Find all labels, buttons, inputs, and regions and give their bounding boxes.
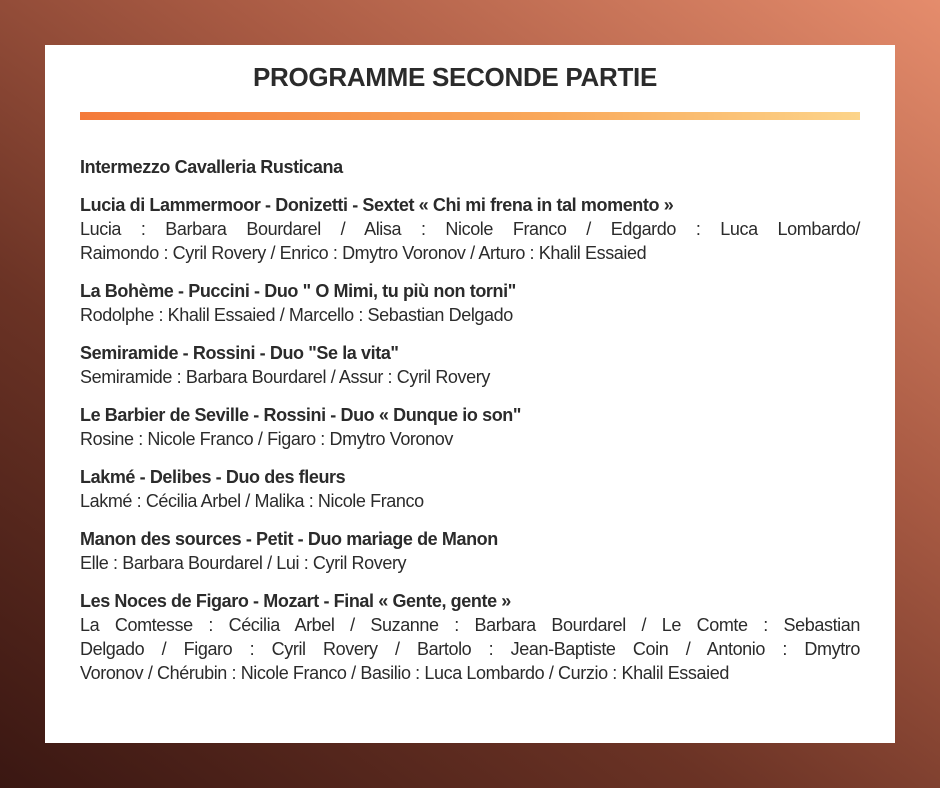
program-item xyxy=(80,589,860,685)
program-item-cast: Semiramide : Barbara Bourdarel / Assur : Cyril Rovery xyxy=(80,367,490,387)
program-item-cast: Rodolphe : Khalil Essaied / Marcello : Sebastian Delgado xyxy=(80,305,513,325)
program-item-heading: Manon des sources - Petit - Duo mariage de Manon xyxy=(80,529,498,549)
program-item-cast: Delgado / Figaro : Cyril Rovery / Bartolo : Jean-Baptiste Coin / Antonio : Dmytro xyxy=(80,639,860,659)
program-item-cast: Voronov / Chérubin : Nicole Franco / Basilio : Luca Lombardo / Curzio : Khalil Essaied xyxy=(80,663,729,683)
program-item xyxy=(80,155,860,179)
program-item xyxy=(80,527,860,575)
program-item xyxy=(80,465,860,513)
program-item-heading: Intermezzo Cavalleria Rusticana xyxy=(80,157,343,177)
program-item-cast: Lucia : Barbara Bourdarel / Alisa : Nicole Franco / Edgardo : Luca Lombardo/ xyxy=(80,219,860,239)
program-item xyxy=(80,279,860,327)
program-item-heading: Les Noces de Figaro - Mozart - Final « Gente, gente » xyxy=(80,591,511,611)
program-item-cast: Rosine : Nicole Franco / Figaro : Dmytro Voronov xyxy=(80,429,453,449)
program-item-cast: Raimondo : Cyril Rovery / Enrico : Dmytro Voronov / Arturo : Khalil Essaied xyxy=(80,243,647,263)
page-title: PROGRAMME SECONDE PARTIE xyxy=(252,62,657,92)
program-item xyxy=(80,193,860,265)
program-item-heading: Le Barbier de Seville - Rossini - Duo « Dunque io son" xyxy=(80,405,522,425)
program-item-heading: Lakmé - Delibes - Duo des fleurs xyxy=(80,467,346,487)
divider-bar xyxy=(80,112,860,120)
program-list xyxy=(80,155,860,699)
program-item-cast: La Comtesse : Cécilia Arbel / Suzanne : Barbara Bourdarel / Le Comte : Sebastian xyxy=(80,615,860,635)
program-item-heading: Lucia di Lammermoor - Donizetti - Sextet « Chi mi frena in tal momento » xyxy=(80,195,674,215)
program-item xyxy=(80,403,860,451)
program-item xyxy=(80,341,860,389)
program-item-heading: Semiramide - Rossini - Duo "Se la vita" xyxy=(80,343,399,363)
program-item-cast: Lakmé : Cécilia Arbel / Malika : Nicole Franco xyxy=(80,491,424,511)
program-item-heading: La Bohème - Puccini - Duo " O Mimi, tu più non torni" xyxy=(80,281,516,301)
program-item-cast: Elle : Barbara Bourdarel / Lui : Cyril Rovery xyxy=(80,553,407,573)
